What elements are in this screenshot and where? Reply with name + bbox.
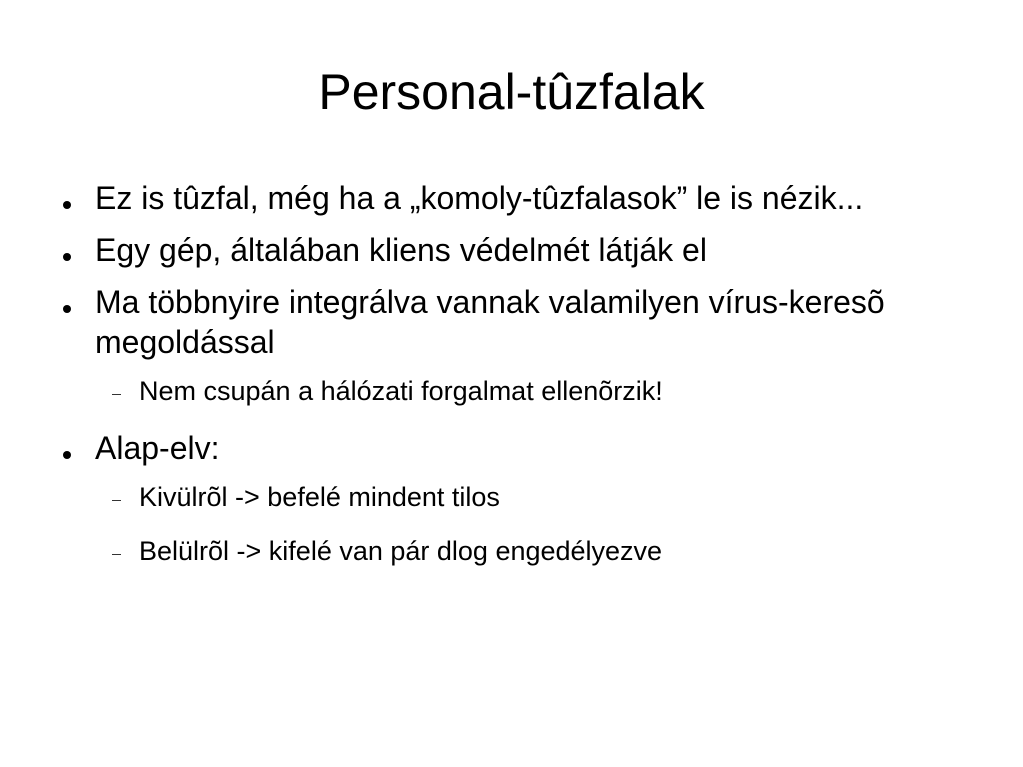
dash-icon — [112, 500, 121, 501]
bullet-dot-icon — [63, 451, 71, 459]
sub-bullet-text: Kivülrõl -> befelé mindent tilos — [139, 482, 500, 512]
dash-icon — [112, 394, 121, 395]
slide-title: Personal-tûzfalak — [318, 64, 705, 120]
sub-bullet-text: Belülrõl -> kifelé van pár dlog engedélyezve — [139, 536, 663, 566]
bullet-text: Ma többnyire integrálva vannak valamilyen vírus-keresõ megoldással — [95, 284, 885, 360]
sub-bullet-item — [0, 480, 1023, 514]
bullet-item — [0, 178, 1023, 218]
sub-bullet-item — [0, 374, 1023, 408]
sub-bullet-item — [0, 534, 1023, 568]
dash-icon — [112, 554, 121, 555]
bullet-dot-icon — [63, 253, 71, 261]
bullet-item — [0, 428, 1023, 468]
bullet-text: Ez is tûzfal, még ha a „komoly-tûzfalasok” le is nézik... — [95, 180, 864, 216]
bullet-dot-icon — [63, 305, 71, 313]
bullet-item — [0, 282, 1023, 362]
bullet-text: Egy gép, általában kliens védelmét látják el — [95, 232, 707, 268]
sub-bullet-text: Nem csupán a hálózati forgalmat ellenõrzik! — [139, 376, 663, 406]
bullet-text: Alap-elv: — [95, 430, 220, 466]
bullet-list — [0, 178, 1023, 588]
bullet-dot-icon — [63, 201, 71, 209]
bullet-item — [0, 230, 1023, 270]
